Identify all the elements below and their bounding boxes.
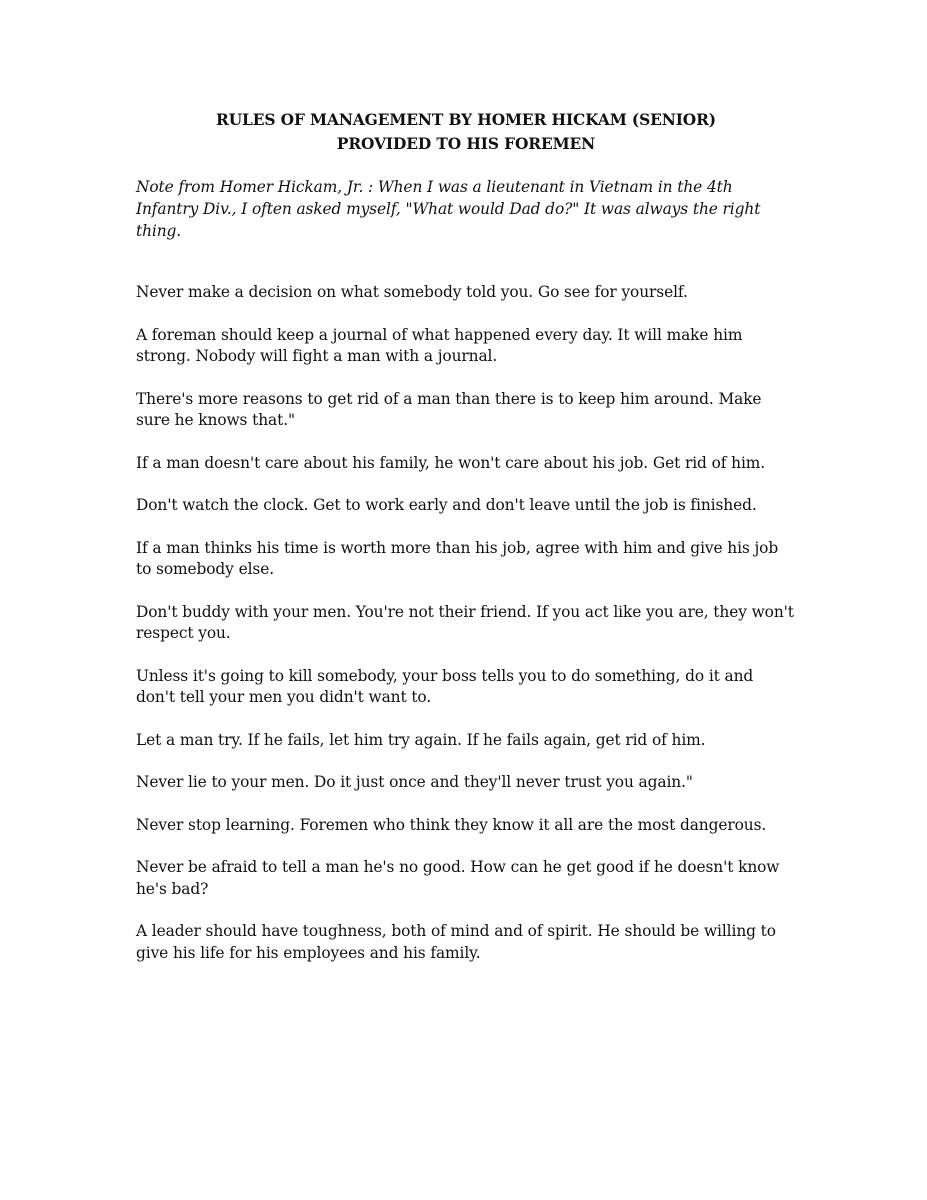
rule-item: A leader should have toughness, both of mind and of spirit. He should be willing to give his life for his employees and his family. (136, 922, 776, 962)
rule-item: Let a man try. If he fails, let him try again. If he fails again, get rid of him. (136, 730, 706, 749)
rule-item: If a man thinks his time is worth more than his job, agree with him and give his job to somebody else. (136, 538, 779, 578)
title-line-2: PROVIDED TO HIS FOREMEN (336, 135, 596, 153)
author-note: Note from Homer Hickam, Jr. : When I was a lieutenant in Vietnam in the 4th Infantry Div., I often asked myself, "What would Dad do?" It was always the right thing. (136, 178, 761, 240)
rule-item: Don't buddy with your men. You're not their friend. If you act like you are, they won't respect you. (136, 602, 794, 642)
rule-item: Never be afraid to tell a man he's no good. How can he get good if he doesn't know he's bad? (136, 858, 780, 898)
rule-item: Never lie to your men. Do it just once and they'll never trust you again." (136, 773, 693, 791)
document-content (136, 108, 796, 985)
rule-item: Never stop learning. Foremen who think they know it all are the most dangerous. (136, 815, 767, 834)
rule-item: There's more reasons to get rid of a man than there is to keep him around. Make sure he knows that." (136, 389, 762, 429)
rules-list (136, 282, 796, 964)
title-line-1: RULES OF MANAGEMENT BY HOMER HICKAM (SENIOR) (216, 111, 716, 129)
rule-item: If a man doesn't care about his family, he won't care about his job. Get rid of him. (136, 453, 766, 472)
rule-item: A foreman should keep a journal of what happened every day. It will make him strong. Nobody will fight a man with a journal. (136, 325, 743, 365)
document-title (136, 108, 796, 156)
rule-item: Unless it's going to kill somebody, your boss tells you to do something, do it and don't tell your men you didn't want to. (136, 666, 754, 706)
rule-item: Never make a decision on what somebody told you. Go see for yourself. (136, 283, 688, 301)
rule-item: Don't watch the clock. Get to work early and don't leave until the job is finished. (136, 496, 757, 514)
